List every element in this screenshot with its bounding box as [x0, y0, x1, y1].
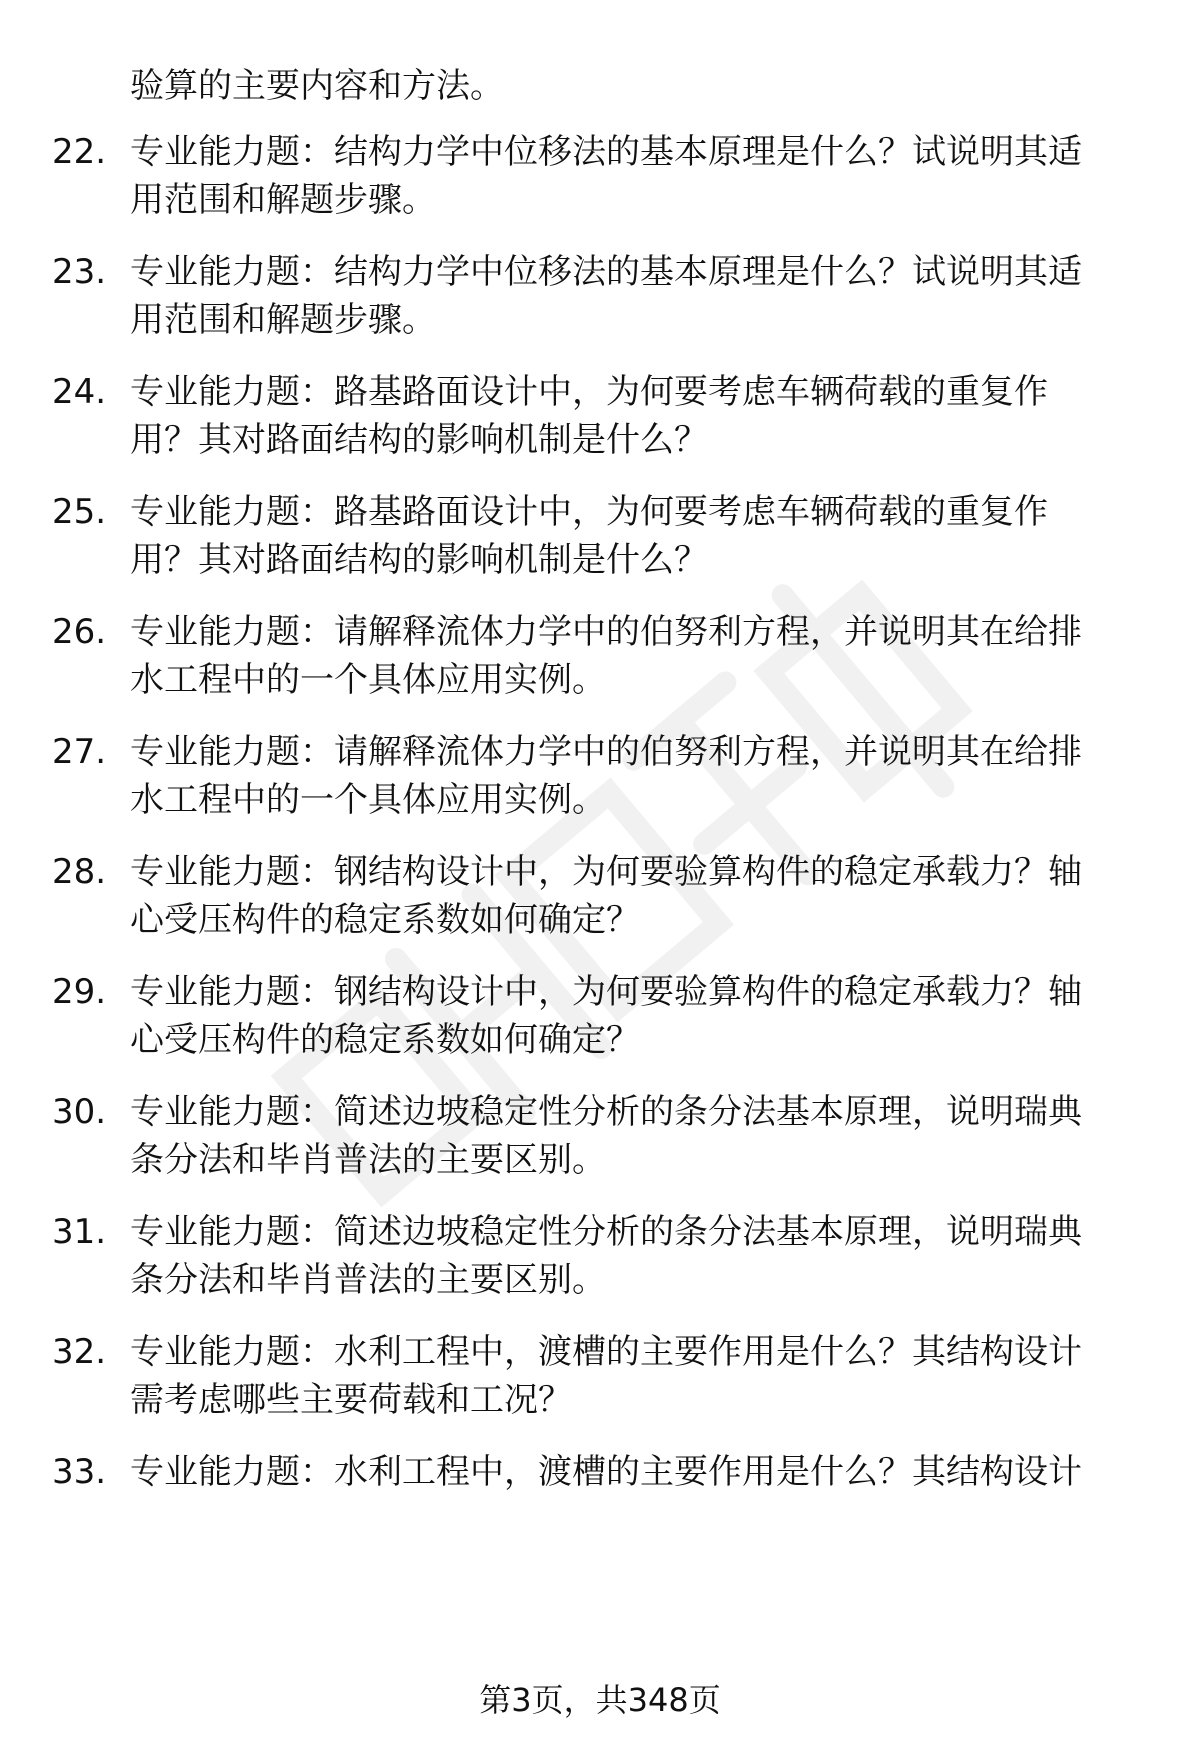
question-number: 28.: [52, 852, 107, 892]
question-number: 30.: [52, 1092, 107, 1132]
question-text-line: 专业能力题：简述边坡稳定性分析的条分法基本原理，说明瑞典: [130, 1092, 1082, 1132]
question-item: [52, 1208, 1152, 1304]
question-text-line: 用？其对路面结构的影响机制是什么？: [130, 420, 708, 460]
question-item: [52, 608, 1152, 704]
question-number: 29.: [52, 972, 107, 1012]
question-text-line: 专业能力题：请解释流体力学中的伯努利方程，并说明其在给排: [130, 612, 1082, 652]
page-footer: 第3页，共348页: [479, 1681, 721, 1719]
question-text-line: 心受压构件的稳定系数如何确定？: [130, 1020, 640, 1060]
question-text-line: 用范围和解题步骤。: [130, 300, 436, 340]
question-number: 33.: [52, 1452, 107, 1492]
question-item: [52, 128, 1152, 224]
question-item: [52, 368, 1152, 464]
question-number: 26.: [52, 612, 107, 652]
question-item: [52, 848, 1152, 944]
question-number: 25.: [52, 492, 107, 532]
question-number: 24.: [52, 372, 107, 412]
question-text-line: 专业能力题：简述边坡稳定性分析的条分法基本原理，说明瑞典: [130, 1212, 1082, 1252]
question-number: 22.: [52, 132, 107, 172]
question-text-line: 专业能力题：结构力学中位移法的基本原理是什么？试说明其适: [130, 252, 1082, 292]
question-number: 31.: [52, 1212, 107, 1252]
question-item: [52, 728, 1152, 824]
question-number: 32.: [52, 1332, 107, 1372]
question-text-line: 需考虑哪些主要荷载和工况？: [130, 1380, 572, 1420]
question-number: 23.: [52, 252, 107, 292]
question-text-line: 水工程中的一个具体应用实例。: [130, 780, 606, 820]
question-text-line: 心受压构件的稳定系数如何确定？: [130, 900, 640, 940]
question-text-line: 专业能力题：请解释流体力学中的伯努利方程，并说明其在给排: [130, 732, 1082, 772]
question-text-line: 水工程中的一个具体应用实例。: [130, 660, 606, 700]
question-item: [52, 1448, 1152, 1544]
question-number: 27.: [52, 732, 107, 772]
question-text-line: 专业能力题：钢结构设计中，为何要验算构件的稳定承载力？轴: [130, 972, 1082, 1012]
question-text-line: 专业能力题：水利工程中，渡槽的主要作用是什么？其结构设计: [130, 1332, 1082, 1372]
question-text-line: 专业能力题：路基路面设计中，为何要考虑车辆荷载的重复作: [130, 492, 1048, 532]
question-item: [52, 968, 1152, 1064]
question-item: [52, 488, 1152, 584]
question-text-line: 用范围和解题步骤。: [130, 180, 436, 220]
question-text-line: 用？其对路面结构的影响机制是什么？: [130, 540, 708, 580]
question-text-line: 专业能力题：路基路面设计中，为何要考虑车辆荷载的重复作: [130, 372, 1048, 412]
question-item: [52, 248, 1152, 344]
question-item: [52, 1328, 1152, 1424]
question-text-line: 专业能力题：钢结构设计中，为何要验算构件的稳定承载力？轴: [130, 852, 1082, 892]
question-text-line: 条分法和毕肖普法的主要区别。: [130, 1260, 606, 1300]
question-text-line: 专业能力题：水利工程中，渡槽的主要作用是什么？其结构设计: [130, 1452, 1082, 1492]
question-item: [52, 1088, 1152, 1184]
question-text-line: 条分法和毕肖普法的主要区别。: [130, 1140, 606, 1180]
continuation-text: 验算的主要内容和方法。: [130, 66, 504, 106]
question-text-line: 专业能力题：结构力学中位移法的基本原理是什么？试说明其适: [130, 132, 1082, 172]
